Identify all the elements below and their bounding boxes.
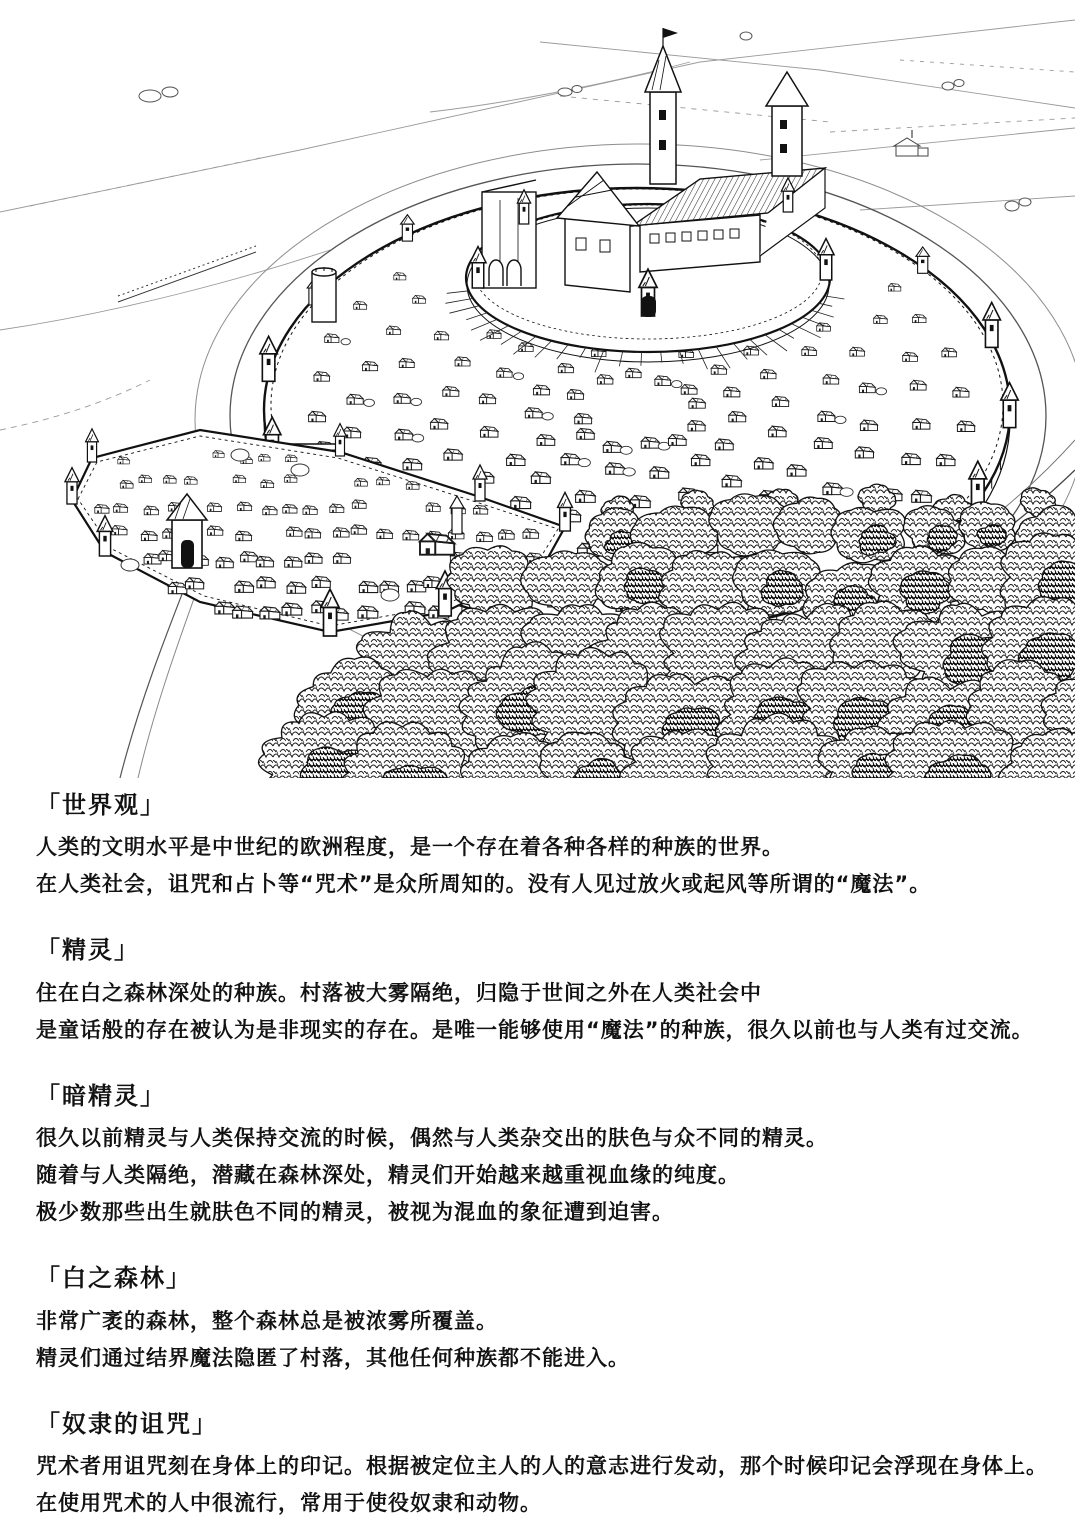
section-white-forest xyxy=(36,1265,1045,1376)
section-dark-elves xyxy=(36,1083,1045,1231)
section-title: 「白之森林」 xyxy=(36,1264,192,1293)
section-elves xyxy=(36,937,1045,1048)
section-slave-curse xyxy=(36,1409,1048,1518)
castle-church xyxy=(482,180,536,288)
section-line: 咒术者用诅咒刻在身体上的印记。根据被定位主人的人的意志进行发动，那个时候印记会浮现在身体上。 xyxy=(36,1453,1048,1478)
lore-text-block xyxy=(0,778,1075,1518)
section-line: 随着与人类隔绝，潜藏在森林深处，精灵们开始越来越重视血缘的纯度。 xyxy=(36,1163,740,1188)
section-line: 非常广袤的森林，整个森林总是被浓雾所覆盖。 xyxy=(36,1308,498,1333)
section-line: 住在白之森林深处的种族。村落被大雾隔绝，归隐于世间之外在人类社会中 xyxy=(36,980,762,1005)
section-line: 很久以前精灵与人类保持交流的时候，偶然与人类杂交出的肤色与众不同的精灵。 xyxy=(36,1126,828,1151)
round-keep-tower xyxy=(312,267,336,322)
section-line: 在使用咒术的人中很流行，常用于使役奴隶和动物。 xyxy=(36,1490,542,1515)
section-line: 极少数那些出生就肤色不同的精灵，被视为混血的象征遭到迫害。 xyxy=(36,1200,674,1225)
castle-gate xyxy=(641,296,656,317)
section-line: 精灵们通过结界魔法隐匿了村落，其他任何种族都不能进入。 xyxy=(36,1345,630,1370)
section-line: 是童话般的存在被认为是非现实的存在。是唯一能够使用“魔法”的种族，很久以前也与人类有过交流。 xyxy=(36,1017,1034,1042)
section-worldview xyxy=(36,792,1045,903)
section-title: 「暗精灵」 xyxy=(36,1081,166,1110)
section-title: 「精灵」 xyxy=(36,936,140,965)
section-line: 人类的文明水平是中世纪的欧洲程度，是一个存在着各种各样的种族的世界。 xyxy=(36,835,784,860)
section-title: 「世界观」 xyxy=(36,791,166,819)
section-title: 「奴隶的诅咒」 xyxy=(36,1409,218,1438)
section-line: 在人类社会，诅咒和占卜等“咒术”是众所周知的。没有人见过放火或起风等所谓的“魔法”。 xyxy=(36,872,932,897)
